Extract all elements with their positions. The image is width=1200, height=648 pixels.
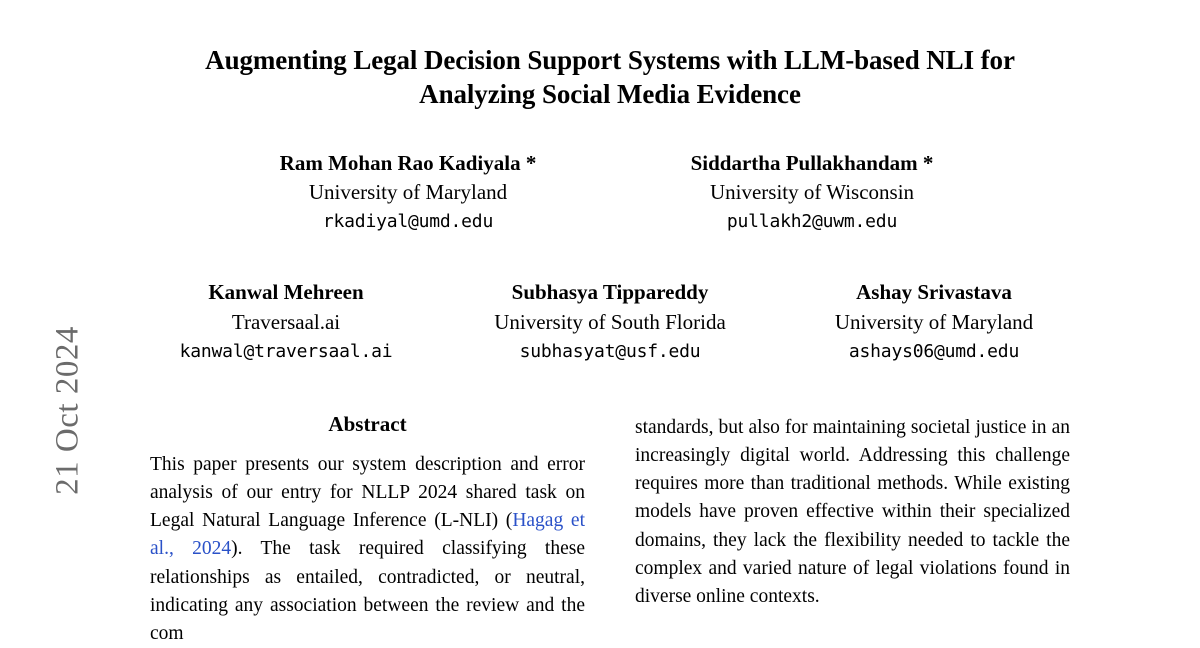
abstract-text-part-2: ). The task required classifying these relationships as entailed, contradicted, or neutral, indicating any association between the review and the com <box>150 538 585 644</box>
author-affiliation: University of Maryland <box>308 179 508 204</box>
author-name: Subhasya Tippareddy <box>511 280 709 305</box>
author-name: Siddartha Pullakhandam * <box>690 150 934 175</box>
author-email: kanwal@traversaal.ai <box>179 341 393 363</box>
intro-text: standards, but also for maintaining societal justice in an increasingly digital world. Addressing this challenge requires more than traditional methods. While existing models have proven effective within their specialized domains, they lack the flexibility needed to tackle the complex and varied nature of legal violations found in diverse online contexts. <box>635 417 1070 607</box>
paper-page <box>150 0 1070 648</box>
author-row <box>150 278 1070 364</box>
abstract-text <box>150 451 585 648</box>
author-row <box>150 149 1070 235</box>
page-title-line-1: Augmenting Legal Decision Support Systems with LLM-based NLI for <box>205 45 1015 75</box>
author-email: pullakh2@uwm.edu <box>726 211 898 233</box>
abstract-heading: Abstract <box>328 412 407 437</box>
author-entry <box>258 149 558 235</box>
author-name: Ram Mohan Rao Kadiyala * <box>279 150 537 175</box>
author-entry <box>150 278 422 364</box>
author-affiliation: University of Wisconsin <box>709 179 915 204</box>
page-title-line-2: Analyzing Social Media Evidence <box>419 78 801 109</box>
author-entry <box>662 149 962 235</box>
author-entry <box>798 278 1070 364</box>
arxiv-date-stamp: 21 Oct 2024 <box>49 326 86 495</box>
page-title <box>150 44 1070 112</box>
author-name: Ashay Srivastava <box>856 280 1012 305</box>
author-affiliation: University of Maryland <box>834 309 1034 334</box>
author-entry <box>474 278 746 364</box>
author-affiliation: Traversaal.ai <box>231 309 341 334</box>
author-block <box>150 149 1070 365</box>
author-email: rkadiyal@umd.edu <box>322 211 494 233</box>
abstract-text-part-1: This paper presents our system description and error analysis of our entry for NLLP 2024 shared task on Legal Natural Language Inference (L-NLI) ( <box>150 454 585 532</box>
author-name: Kanwal Mehreen <box>208 280 364 305</box>
citation-link[interactable]: Hagag et al., 2024 <box>150 510 585 560</box>
right-column <box>635 412 1070 648</box>
author-affiliation: University of South Florida <box>494 309 726 334</box>
author-email: subhasyat@usf.edu <box>519 341 701 363</box>
author-email: ashays06@umd.edu <box>848 341 1020 363</box>
left-column <box>150 412 585 648</box>
two-column-body <box>150 412 1070 648</box>
